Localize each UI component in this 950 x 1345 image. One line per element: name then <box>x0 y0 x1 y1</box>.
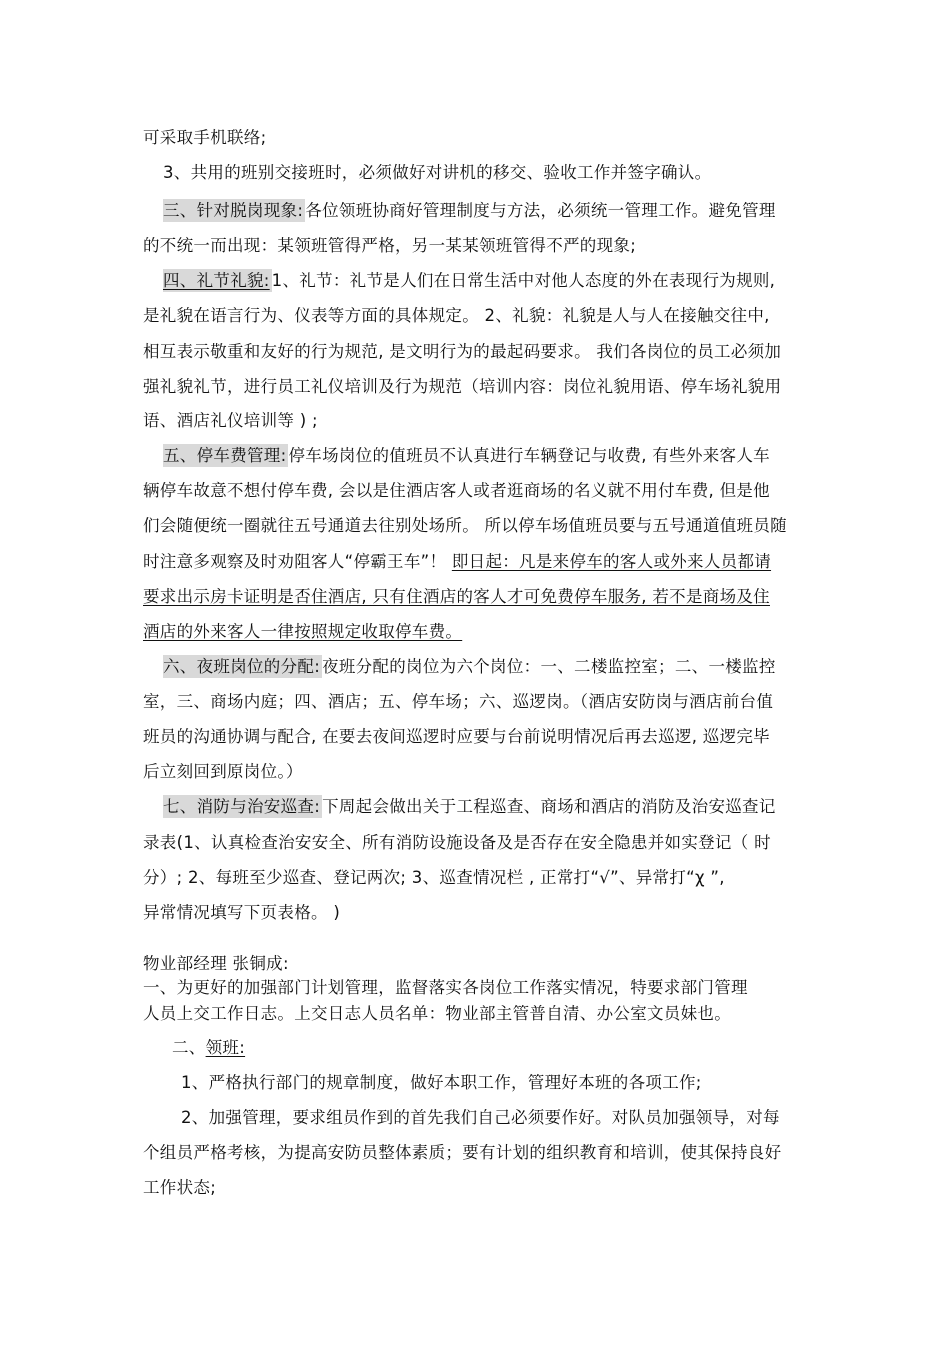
manager-signature-line: 物业部经理 张铜成: <box>143 954 289 973</box>
text-line: 录表(1、认真检查治安安全、所有消防设施设备及是否存在安全隐患并如实登记（ 时 <box>143 833 771 852</box>
text-line: 异常情况填写下页表格。 ) <box>143 903 341 922</box>
section-seven-line: 七、消防与治安巡查: 下周起会做出关于工程巡查、商场和酒店的消防及治安巡查记 <box>163 797 776 816</box>
underlined-text: 要求出示房卡证明是否住酒店, 只有住酒店的客人才可免费停车服务, 若不是商场及住 <box>143 587 770 606</box>
section-four-line: 四、礼节礼貌: 1、礼节：礼节是人们在日常生活中对他人态度的外在表现行为规则, <box>163 271 776 290</box>
section-heading: 三、针对脱岗现象: <box>163 201 304 220</box>
text-line: 一、为更好的加强部门计划管理，监督落实各岗位工作落实情况，特要求部门管理 <box>143 978 748 997</box>
text-line: 3、共用的班别交接班时，必须做好对讲机的移交、验收工作并签字确认。 <box>163 163 712 182</box>
section-three-line: 三、针对脱岗现象: 各位领班协商好管理制度与方法，必须统一管理工作。避免管理 <box>163 201 776 220</box>
section-heading: 四、礼节礼貌: <box>163 271 270 290</box>
text-line: 强礼貌礼节，进行员工礼仪培训及行为规范（培训内容：岗位礼貌用语、停车场礼貌用 <box>143 377 782 396</box>
underlined-text: 酒店的外来客人一律按照规定收取停车费。 <box>143 622 463 641</box>
text-line: 2、加强管理，要求组员作到的首先我们自己必须要作好。对队员加强领导，对每 <box>181 1108 780 1127</box>
section-heading: 五、停车费管理: <box>163 446 287 465</box>
section-heading: 七、消防与治安巡查: <box>163 797 321 816</box>
text-line: 时注意多观察及时劝阻客人“停霸王车”！ 即日起：凡是来停车的客人或外来人员都请 <box>143 552 772 571</box>
text-line: 辆停车故意不想付停车费, 会以是住酒店客人或者逛商场的名义就不用付车费, 但是他 <box>143 481 770 500</box>
text-line: 工作状态; <box>143 1178 217 1197</box>
text-line: 班员的沟通协调与配合, 在要去夜间巡逻时应要与台前说明情况后再去巡逻, 巡逻完毕 <box>143 727 770 746</box>
text-line: 们会随便统一圈就往五号通道去往别处场所。 所以停车场值班员要与五号通道值班员随 <box>143 516 787 535</box>
section-six-line: 六、夜班岗位的分配: 夜班分配的岗位为六个岗位：一、二楼监控室；二、一楼监控 <box>163 657 776 676</box>
text-line: 的不统一而出现：某领班管得严格，另一某某领班管得不严的现象; <box>143 236 637 255</box>
text-line <box>143 622 462 642</box>
text-line: 是礼貌在语言行为、仪表等方面的具体规定。 2、礼貌：礼貌是人与人在接触交往中, <box>143 306 770 325</box>
text-line: 可采取手机联络; <box>143 128 267 147</box>
text-line: 个组员严格考核，为提高安防员整体素质；要有计划的组织教育和培训，使其保持良好 <box>143 1143 782 1162</box>
text-line: 1、严格执行部门的规章制度，做好本职工作，管理好本班的各项工作; <box>181 1073 702 1092</box>
section-five-line: 五、停车费管理: 停车场岗位的值班员不认真进行车辆登记与收费, 有些外来客人车 <box>163 446 770 465</box>
text-line: 人员上交工作日志。上交日志人员名单：物业部主管普自清、办公室文员妹也。 <box>143 1004 731 1023</box>
text-line <box>143 587 770 607</box>
subsection-heading: 二、领班: <box>172 1038 246 1057</box>
text-line: 相互表示敬重和友好的行为规范, 是文明行为的最起码要求。 我们各岗位的员工必须加 <box>143 342 782 361</box>
text-line: 室，三、商场内庭；四、酒店；五、停车场；六、巡逻岗。（酒店安防岗与酒店前台值 <box>143 692 774 711</box>
text-line: 后立刻回到原岗位。） <box>143 762 303 781</box>
underlined-text: 领班: <box>205 1038 246 1057</box>
underlined-text: 即日起：凡是来停车的客人或外来人员都请 <box>451 552 772 571</box>
text-line: 分）; 2、每班至少巡查、登记两次; 3、巡查情况栏 , 正常打“√”、异常打“χ ”, <box>143 868 725 887</box>
section-heading: 六、夜班岗位的分配: <box>163 657 321 676</box>
text-line: 语、酒店礼仪培训等 ) ; <box>143 411 318 430</box>
